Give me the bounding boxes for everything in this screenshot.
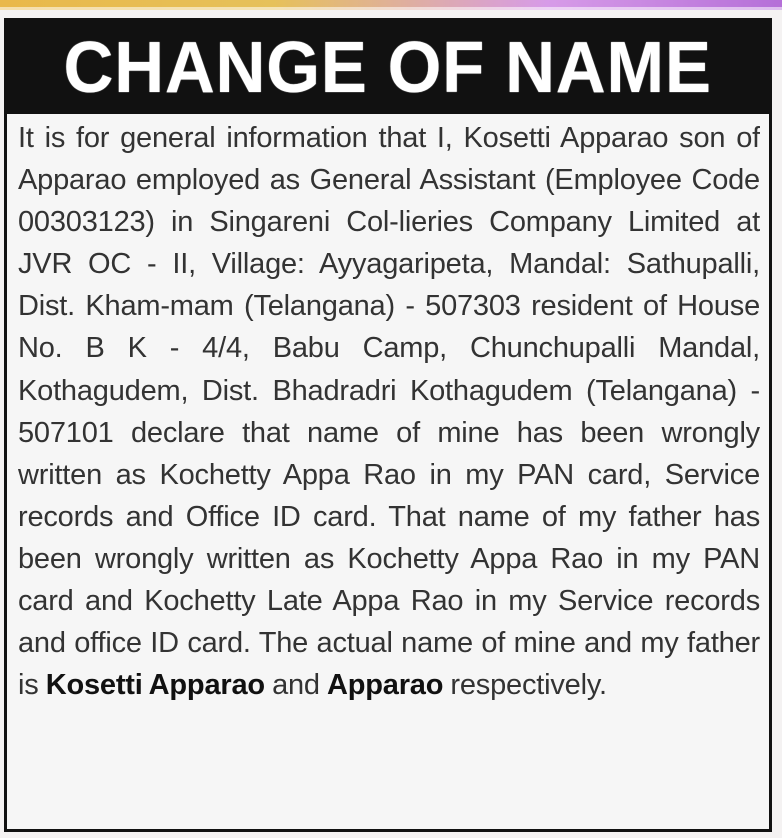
father-declared-name: Apparao — [327, 669, 444, 702]
notice-closing: respectively. — [443, 669, 607, 702]
notice-body-text: It is for general information that I, Kosetti Apparao son of Apparao employed as General Assistant (Employee Code 00303123) in Singareni Col-lieries Company Limited at JVR OC - II, Village: Ayyagaripeta, Mandal: Sathupalli, Dist. Kham-mam (Telangana) - 507303 resident of House No. B K - 4/4, Babu Camp, Chunchupalli Mandal, Kothagudem, Dist. Bhadradri Kothagudem (Telangana) - 507101 declare that name of mine has been wrongly written as Kochetty Appa Rao in my PAN card, Service records and Office ID card. That name of my father has been wrongly written as Kochetty Appa Rao in my PAN card and Kochetty Late Appa Rao in my Service records and office ID card. The actual name of mine and my father is — [18, 122, 760, 702]
top-color-strip — [0, 0, 782, 10]
notice-body — [18, 117, 760, 827]
name-conjunction: and — [264, 669, 328, 702]
notice-title: CHANGE OF NAME — [63, 27, 713, 108]
declared-name: Kosetti Apparao — [45, 669, 265, 702]
change-of-name-notice — [4, 18, 772, 832]
notice-title-bar — [7, 21, 769, 114]
